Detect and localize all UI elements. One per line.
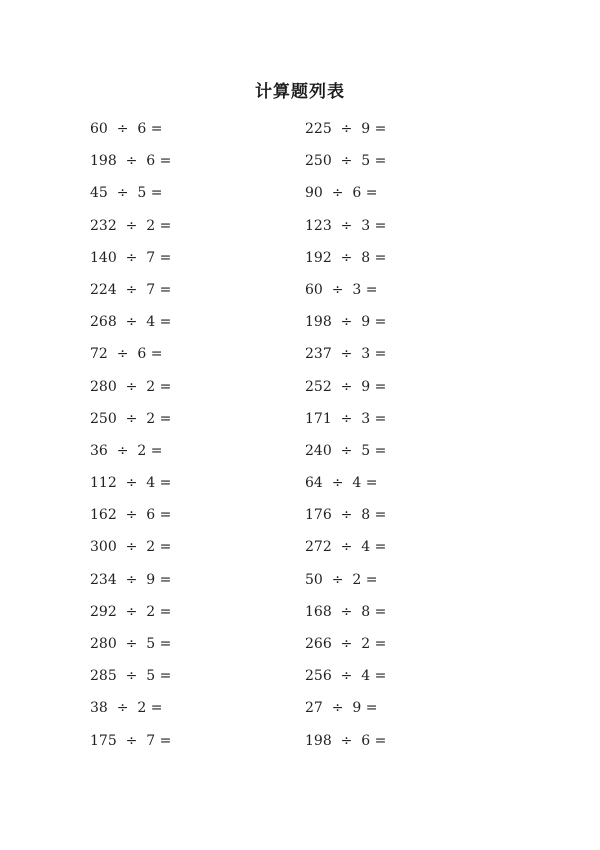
division-problem: 250 ÷ 2 =	[90, 410, 172, 427]
division-problem: 171 ÷ 3 =	[305, 410, 387, 427]
division-problem: 176 ÷ 8 =	[305, 507, 387, 524]
page-title: 计算题列表	[255, 82, 345, 102]
division-problem: 285 ÷ 5 =	[90, 668, 172, 685]
division-problem: 64 ÷ 4 =	[305, 475, 378, 492]
division-problem: 240 ÷ 5 =	[305, 442, 387, 459]
division-problem: 36 ÷ 2 =	[90, 442, 163, 459]
division-problem: 60 ÷ 6 =	[90, 121, 163, 137]
division-problem: 123 ÷ 3 =	[305, 217, 387, 234]
division-problem: 112 ÷ 4 =	[90, 475, 172, 492]
right-problem-column	[305, 118, 386, 762]
division-problem: 268 ÷ 4 =	[90, 314, 172, 331]
division-problem: 224 ÷ 7 =	[90, 281, 172, 298]
division-problem: 140 ÷ 7 =	[90, 249, 172, 266]
division-problem: 266 ÷ 2 =	[305, 636, 387, 652]
division-problem: 192 ÷ 8 =	[305, 249, 387, 266]
division-problem: 168 ÷ 8 =	[305, 603, 387, 620]
division-problem: 50 ÷ 2 =	[305, 571, 378, 588]
division-problem: 38 ÷ 2 =	[90, 700, 163, 717]
division-problem: 60 ÷ 3 =	[305, 281, 378, 298]
division-problem: 234 ÷ 9 =	[90, 571, 172, 588]
division-problem: 198 ÷ 6 =	[305, 732, 387, 749]
division-problem: 280 ÷ 2 =	[90, 378, 172, 395]
division-problem: 27 ÷ 9 =	[305, 700, 378, 717]
division-problem: 198 ÷ 9 =	[305, 314, 387, 331]
division-problem: 292 ÷ 2 =	[90, 603, 172, 620]
division-problem: 198 ÷ 6 =	[90, 153, 172, 170]
division-problem: 300 ÷ 2 =	[90, 539, 172, 556]
division-problem: 252 ÷ 9 =	[305, 378, 387, 395]
division-problem: 232 ÷ 2 =	[90, 217, 172, 234]
division-problem: 162 ÷ 6 =	[90, 507, 172, 524]
division-problem: 225 ÷ 9 =	[305, 121, 387, 137]
division-problem: 272 ÷ 4 =	[305, 539, 387, 556]
left-problem-column	[90, 118, 171, 762]
division-problem: 280 ÷ 5 =	[90, 636, 172, 652]
division-problem: 256 ÷ 4 =	[305, 668, 387, 685]
division-problem: 72 ÷ 6 =	[90, 346, 163, 363]
division-problem: 175 ÷ 7 =	[90, 732, 172, 749]
division-problem: 45 ÷ 5 =	[90, 185, 163, 202]
division-problem: 237 ÷ 3 =	[305, 346, 387, 363]
division-problem: 90 ÷ 6 =	[305, 185, 378, 202]
division-problem: 250 ÷ 5 =	[305, 153, 387, 170]
